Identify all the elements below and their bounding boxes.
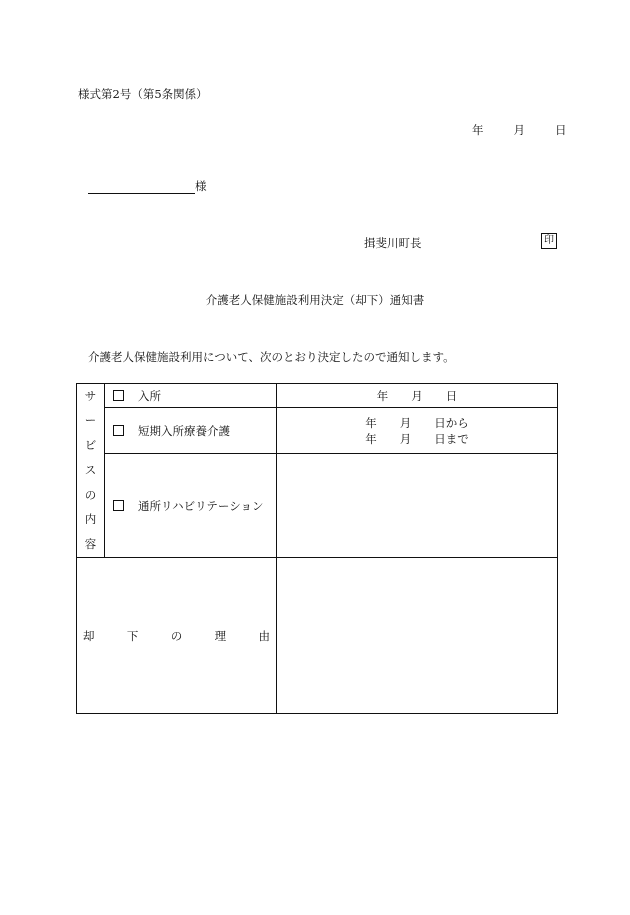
addressee-blank-line bbox=[88, 181, 195, 194]
document-title: 介護老人保健施設利用決定（却下）通知書 bbox=[205, 293, 425, 307]
table-row bbox=[77, 408, 558, 454]
service-label: 短期入所療養介護 bbox=[138, 423, 230, 438]
service-label-char: ス bbox=[84, 462, 97, 477]
service-cell-day-rehab bbox=[105, 454, 277, 558]
date-year: 年 bbox=[472, 123, 484, 137]
body-text: 介護老人保健施設利用について、次のとおり決定したので通知します。 bbox=[88, 350, 455, 364]
sender-name: 揖斐川町長 bbox=[364, 236, 422, 250]
date-cell-short-stay bbox=[277, 408, 558, 454]
reason-label-char: の bbox=[170, 628, 183, 643]
addressee bbox=[88, 178, 207, 194]
addressee-suffix: 様 bbox=[195, 179, 207, 193]
date-cell-nyusho bbox=[277, 384, 558, 408]
issue-date bbox=[472, 122, 567, 138]
rejection-reason-field[interactable] bbox=[277, 558, 558, 714]
service-label-char: サ bbox=[84, 388, 97, 403]
service-label: 通所リハビリテーション bbox=[138, 498, 264, 513]
table-row bbox=[77, 454, 558, 558]
reason-label-char: 却 bbox=[83, 628, 95, 643]
service-label: 入所 bbox=[138, 388, 161, 403]
checkbox-short-stay[interactable] bbox=[113, 425, 124, 436]
service-label-char: ー bbox=[84, 413, 97, 428]
rejection-reason-label bbox=[77, 558, 277, 714]
service-cell-nyusho bbox=[105, 384, 277, 408]
table-row bbox=[77, 384, 558, 408]
form-number: 様式第2号（第5条関係） bbox=[78, 87, 208, 101]
service-label-char: 内 bbox=[84, 512, 97, 527]
service-label-char: ビ bbox=[84, 438, 97, 452]
table-row bbox=[77, 558, 558, 714]
reason-label-char: 下 bbox=[126, 628, 139, 643]
decision-table bbox=[76, 383, 558, 714]
reason-label-char: 由 bbox=[258, 628, 270, 643]
checkbox-nyusho[interactable] bbox=[113, 390, 124, 401]
reason-label-char: 理 bbox=[214, 628, 227, 643]
seal-mark: 印 bbox=[541, 233, 557, 249]
date-line: 年 月 日 bbox=[376, 388, 458, 403]
date-month: 月 bbox=[513, 123, 525, 137]
service-content-label bbox=[77, 384, 105, 558]
date-line-from: 年 月 日から bbox=[365, 415, 469, 430]
service-cell-short-stay bbox=[105, 408, 277, 454]
service-label-char: の bbox=[84, 487, 97, 502]
date-day: 日 bbox=[555, 123, 567, 137]
service-label-char: 容 bbox=[84, 537, 97, 551]
checkbox-day-rehab[interactable] bbox=[113, 500, 124, 511]
date-line-to: 年 月 日まで bbox=[365, 431, 469, 446]
date-cell-day-rehab bbox=[277, 454, 558, 558]
